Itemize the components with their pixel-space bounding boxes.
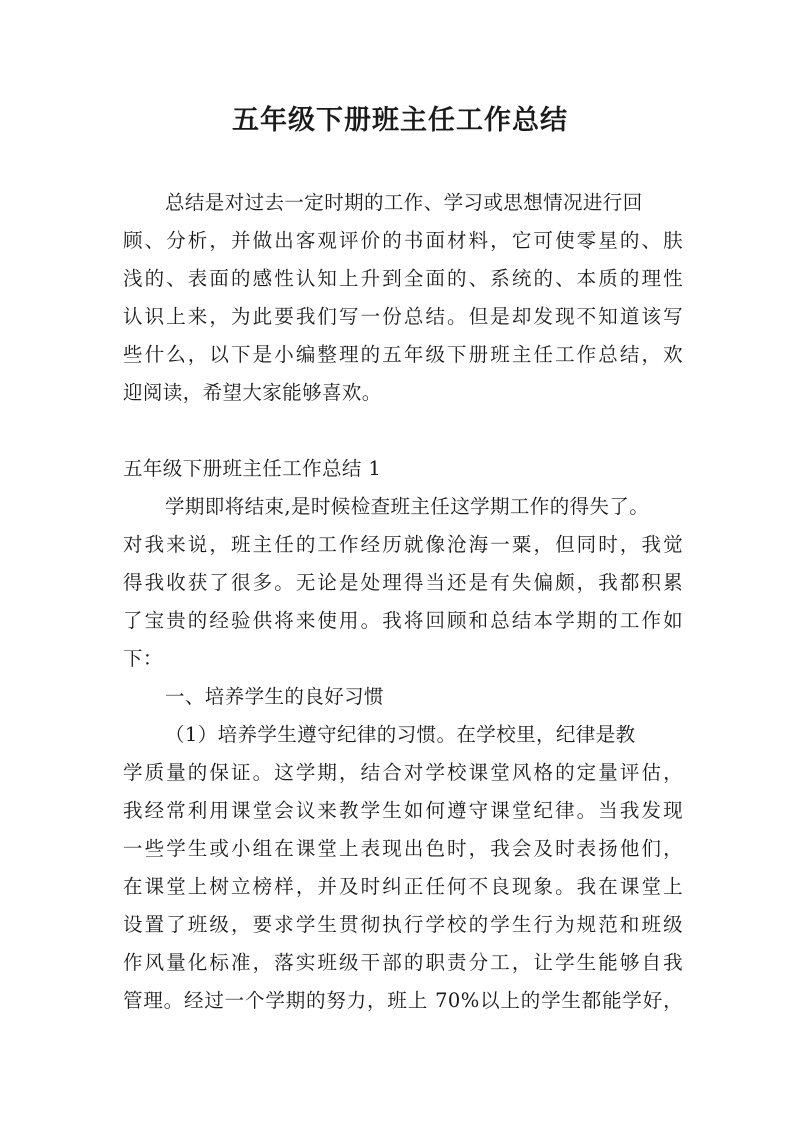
intro-line: 些什么，以下是小编整理的五年级下册班主任工作总结，欢	[123, 343, 683, 366]
intro-line: 迎阅读，希望大家能够喜欢。	[123, 381, 382, 404]
intro-line: 认识上来，为此要我们写一份总结。但是却发现不知道该写	[123, 305, 683, 328]
body-line: 得我收获了很多。无论是处理得当还是有失偏颇，我都积累	[123, 571, 683, 594]
intro-line: 顾、分析，并做出客观评价的书面材料，它可使零星的、肤	[123, 229, 683, 252]
body-line: 下：	[123, 647, 163, 670]
document-title: 五年级下册班主任工作总结	[232, 105, 568, 136]
point-line: 一些学生或小组在课堂上表现出色时，我会及时表扬他们，	[123, 837, 683, 860]
subheading: 一、培养学生的良好习惯	[165, 685, 384, 708]
point-line: 管理。经过一个学期的努力，班上 70%以上的学生都能学好，	[123, 989, 683, 1012]
body-line: 对我来说，班主任的工作经历就像沧海一粟，但同时，我觉	[123, 533, 683, 556]
point-line: 设置了班级，要求学生贯彻执行学校的学生行为规范和班级	[123, 913, 683, 936]
body-line: 学期即将结束,是时候检查班主任这学期工作的得失了。	[165, 495, 650, 518]
intro-line: 总结是对过去一定时期的工作、学习或思想情况进行回	[165, 191, 643, 214]
point-line: （1）培养学生遵守纪律的习惯。在学校里，纪律是教	[165, 723, 636, 746]
body-line: 了宝贵的经验供将来使用。我将回顾和总结本学期的工作如	[123, 609, 683, 632]
point-line: 在课堂上树立榜样，并及时纠正任何不良现象。我在课堂上	[123, 875, 683, 898]
point-line: 我经常利用课堂会议来教学生如何遵守课堂纪律。当我发现	[123, 799, 683, 822]
intro-line: 浅的、表面的感性认知上升到全面的、系统的、本质的理性	[123, 267, 683, 290]
point-line: 学质量的保证。这学期，结合对学校课堂风格的定量评估，	[123, 761, 683, 784]
point-line: 作风量化标准，落实班级干部的职责分工，让学生能够自我	[123, 951, 683, 974]
section-heading: 五年级下册班主任工作总结 1	[123, 457, 382, 480]
